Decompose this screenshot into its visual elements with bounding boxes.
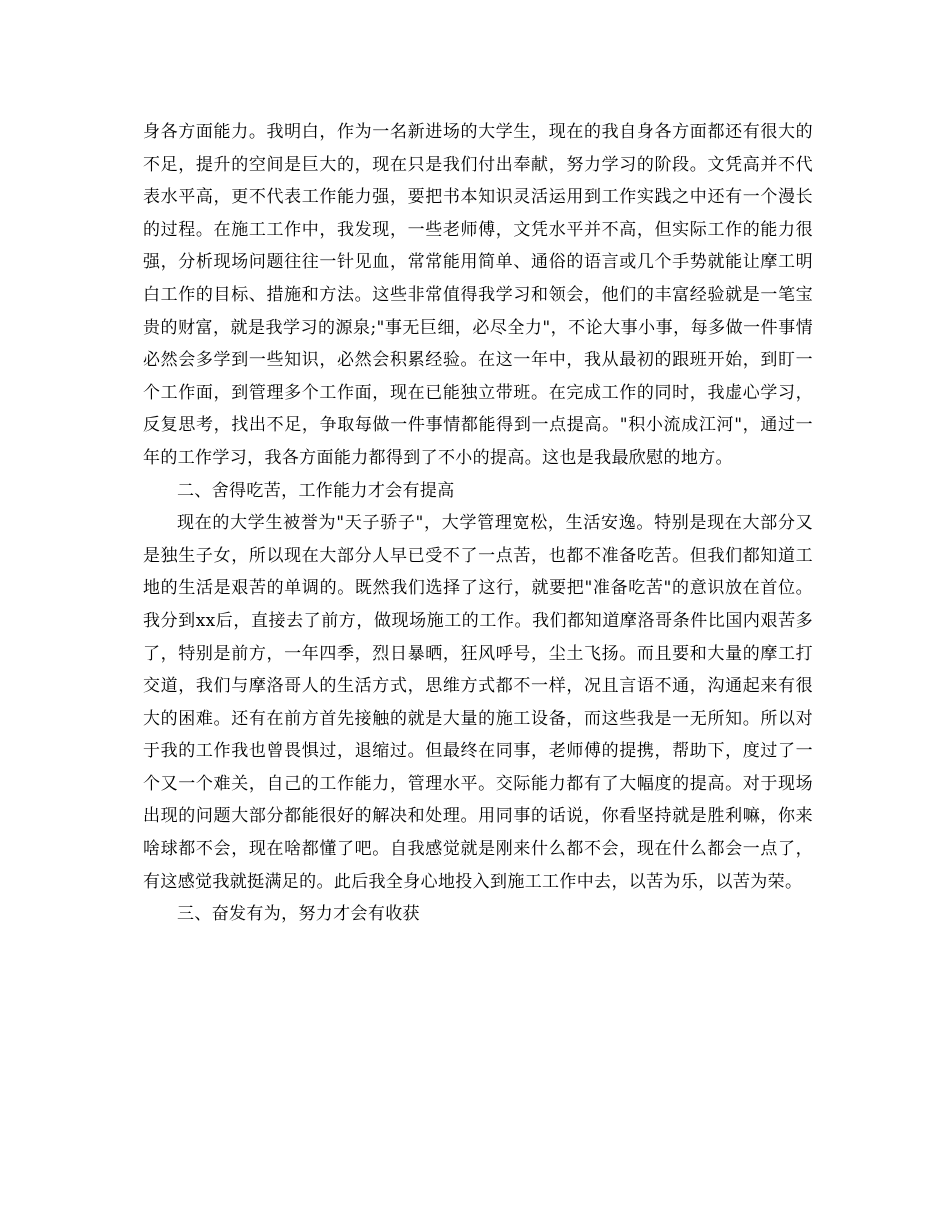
- body-paragraph: 身各方面能力。我明白，作为一名新进场的大学生，现在的我自身各方面都还有很大的不足，提升的空间是巨大的，现在只是我们付出奉献，努力学习的阶段。文凭高并不代表水平高，更不代表工作能力强，要把书本知识灵活运用到工作实践之中还有一个漫长的过程。在施工工作中，我发现，一些老师傅，文凭水平并不高，但实际工作的能力很强，分析现场问题往往一针见血，常常能用简单、通俗的语言或几个手势就能让摩工明白工作的目标、措施和方法。这些非常值得我学习和领会，他们的丰富经验就是一笔宝贵的财富，就是我学习的源泉;"事无巨细，必尽全力"，不论大事小事，每多做一件事情必然会多学到一些知识，必然会积累经验。在这一年中，我从最初的跟班开始，到盯一个工作面，到管理多个工作面，现在已能独立带班。在完成工作的同时，我虚心学习，反复思考，找出不足，争取每做一件事情都能得到一点提高。"积小流成江河"，通过一年的工作学习，我各方面能力都得到了不小的提高。这也是我最欣慰的地方。: [143, 122, 813, 468]
- document-body: [143, 116, 813, 931]
- section-heading: 三、奋发有为，努力才会有收获: [177, 904, 420, 925]
- body-paragraph: 现在的大学生被誉为"天子骄子"，大学管理宽松，生活安逸。特别是现在大部分又是独生子女，所以现在大部分人早已受不了一点苦，也都不准备吃苦。但我们都知道工地的生活是艰苦的单调的。既然我们选择了这行，就要把"准备吃苦"的意识放在首位。我分到xx后，直接去了前方，做现场施工的工作。我们都知道摩洛哥条件比国内艰苦多了，特别是前方，一年四季，烈日暴晒，狂风呼号，尘土飞扬。而且要和大量的摩工打交道，我们与摩洛哥人的生活方式，思维方式都不一样，况且言语不通，沟通起来有很大的困难。还有在前方首先接触的就是大量的施工设备，而这些我是一无所知。所以对于我的工作我也曾畏惧过，退缩过。但最终在同事，老师傅的提携，帮助下，度过了一个又一个难关，自己的工作能力，管理水平。交际能力都有了大幅度的提高。对于现场出现的问题大部分都能很好的解决和处理。用同事的话说，你看坚持就是胜利嘛，你来啥球都不会，现在啥都懂了吧。自我感觉就是刚来什么都不会，现在什么都会一点了，有这感觉我就挺满足的。此后我全身心地投入到施工工作中去，以苦为乐，以苦为荣。: [143, 513, 813, 892]
- section-heading: 二、舍得吃苦，工作能力才会有提高: [177, 480, 455, 501]
